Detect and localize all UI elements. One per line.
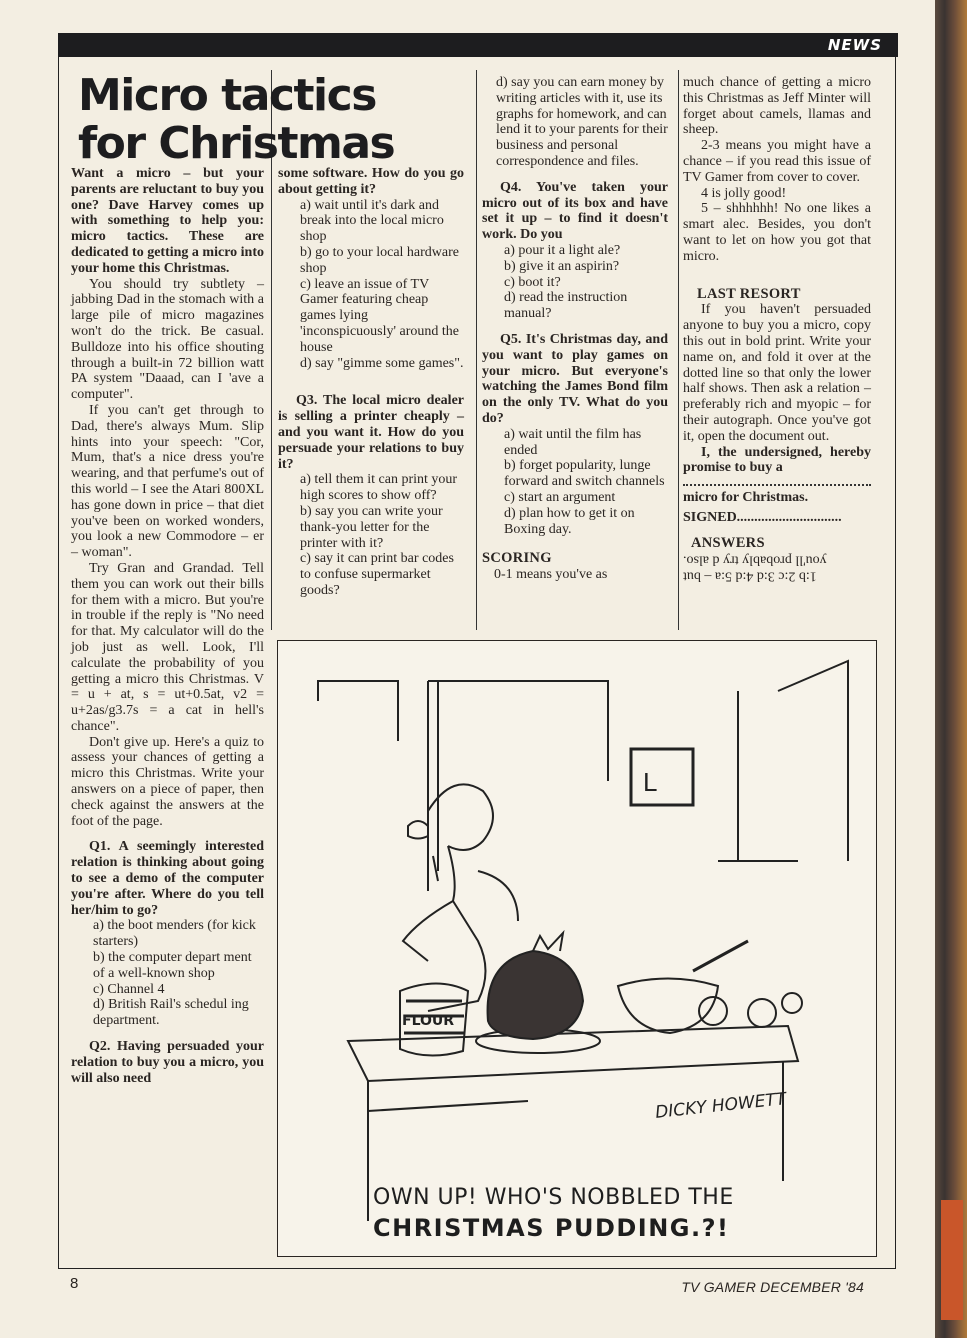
page-number: 8 — [70, 1275, 79, 1292]
last-resort-heading: LAST RESORT — [697, 285, 801, 302]
clock-label: L — [643, 767, 658, 797]
quiz-option: a) tell them it can print your high scores to show off? — [300, 472, 458, 504]
dotted-fold-line — [683, 484, 871, 486]
quiz-option: b) forget popularity, lunge forward and switch channels — [504, 458, 665, 490]
quiz-option: c) boot it? — [504, 274, 561, 290]
cartoon-caption-line-1: OWN UP! WHO'S NOBBLED THE — [373, 1185, 734, 1210]
scoring-text: 5 – shhhhhh! No one likes a smart alec. Besides, you don't want to let on how you got that micro. — [683, 201, 871, 264]
publication-footer: TV GAMER DECEMBER '84 — [681, 1279, 864, 1295]
quiz-option: b) go to your local hardware shop — [300, 244, 459, 276]
quiz-option: a) pour it a light ale? — [504, 242, 621, 258]
intro-paragraph: Want a micro – but your parents are reluctant to buy you one? Dave Harvey comes up with something to help you: micro tactics. These are dedicated to getting a micro into your home this Christmas. — [71, 166, 264, 276]
quiz-option: a) the boot menders (for kick starters) — [93, 918, 256, 950]
scoring-heading: SCORING — [482, 550, 552, 567]
quiz-option: a) wait until it's dark and break into the local micro shop — [300, 197, 444, 245]
body-paragraph: Don't give up. Here's a quiz to assess your chances of getting a micro this Christmas. Write your answers on a piece of paper, then check against the answers at the foot of the page. — [71, 734, 264, 829]
body-paragraph: If you can't get through to Dad, there's always Mum. Slip hints into your speech: "Cor, Mum, that's a nice dress you're wearing, and that perfume's out of this world – I see the Atari 800XL has gone down in price – that diet you've been on worked wonders, you look a new Commodore – er – woman". — [71, 402, 264, 561]
quiz-option: d) say you can earn money by writing articles with it, use its graphs for homework, and can lend it to your parents for their business and personal correspondence and files. — [496, 75, 668, 169]
quiz-option: c) leave an issue of TV Gamer featuring cheap games lying 'inconspicuously' around the house — [300, 276, 460, 355]
cartoon-caption-line-2: CHRISTMAS PUDDING.?! — [373, 1214, 730, 1242]
cartoon-illustration — [277, 640, 877, 1257]
section-banner — [58, 33, 898, 57]
article-column-1 — [71, 166, 264, 1086]
facing-page-edge — [935, 0, 967, 1338]
quiz-option: d) say "gimme some games". — [300, 355, 464, 371]
quiz-question-5: Q5. It's Christmas day, and you want to play games on your micro. But everyone's watching the James Bond film on the only TV. What do you do? — [482, 331, 668, 426]
column-rule — [678, 70, 679, 630]
section-label: NEWS — [827, 36, 882, 54]
promise-text-2: micro for Christmas. — [683, 490, 809, 506]
article-column-4 — [683, 75, 871, 583]
quiz-option: c) say it can print bar codes to confuse supermarket goods? — [300, 551, 454, 598]
scoring-text: 0-1 means you've as — [494, 567, 608, 583]
column-rule — [476, 70, 477, 630]
quiz-option: b) say you can write your thank-you letter for the printer with it? — [300, 503, 443, 551]
body-paragraph: Try Gran and Grandad. Tell them you can work out their bills for them with a micro. But you're in trouble if the reply is "No need for that. My calculator will do the job just as well. Look, I'll calculate the probability of you getting a micro this Christmas. V = u + at, s = ut+0.5at, v2 = u+2as/g3.7s = a cat in hell's chance". — [71, 560, 264, 734]
signed-line: SIGNED.............................. — [683, 509, 842, 525]
promise-text: I, the undersigned, hereby promise to buy a — [683, 444, 871, 476]
quiz-question-2-cont: some software. How do you go about getting it? — [278, 166, 464, 197]
answers-heading: ANSWERS — [691, 534, 765, 551]
answers-line: 1:b 2:c 3:d 4:d 5:a – but — [683, 568, 817, 584]
quiz-question-4: Q4. You've taken your micro out of its box and have set it up – to find it doesn't work. Do you — [482, 179, 668, 243]
quiz-option: b) the computer depart ment of a well-known shop — [93, 950, 252, 981]
last-resort-text: If you haven't persuaded anyone to buy you a micro, copy this out in bold print. Write your name on, and fold it over at the dotted line so that only the lower half shows. Then ask a relation – preferably rich and myopic – for their autograph. Once you've got it, open the document out. — [683, 302, 871, 444]
article-column-3 — [482, 75, 668, 583]
quiz-option: c) start an argument — [504, 489, 616, 505]
scoring-text: 2-3 means you might have a chance – if you read this issue of TV Gamer from cover to cover. — [683, 138, 871, 185]
quiz-question-3: Q3. The local micro dealer is selling a printer cheaply – and you want it. How do you persuade your relations to buy it? — [278, 393, 464, 472]
scoring-text: much chance of getting a micro this Christmas as Jeff Minter will forget about camels, llamas and sheep. — [683, 75, 871, 138]
quiz-question-2: Q2. Having persuaded your relation to buy you a micro, you will also need — [71, 1039, 264, 1086]
article-column-2 — [278, 166, 464, 599]
answers-line: you'll probably try d also. — [683, 552, 827, 568]
body-paragraph: You should try subtlety – jabbing Dad in the stomach with a large pile of micro magazines won't do the trick. Be casual. Bulldoze into his office shouting through a built-in 72 billion watt PA system "Daaad, can I 'ave a computer". — [71, 276, 264, 403]
artist-signature: DICKY HOWETT — [654, 1089, 788, 1123]
cartoon-drawing — [278, 641, 875, 1255]
answers-upside-down — [683, 552, 871, 584]
quiz-question-1: Q1. A seemingly interested relation is thinking about going to see a demo of the computer you're after. Where do you tell her/him to go? — [71, 839, 264, 918]
quiz-option: a) wait until the film has ended — [504, 426, 642, 458]
flour-tin-label: FLOUR — [402, 1013, 455, 1029]
quiz-option: c) Channel 4 — [93, 981, 165, 997]
article-title: Micro tactics for Christmas — [78, 70, 395, 169]
quiz-option: b) give it an aspirin? — [504, 258, 620, 274]
quiz-option: d) British Rail's schedul ing department. — [93, 997, 249, 1029]
quiz-option: d) plan how to get it on Boxing day. — [504, 505, 635, 537]
scoring-text: 4 is jolly good! — [701, 185, 787, 201]
quiz-option: d) read the instruction manual? — [504, 290, 628, 322]
